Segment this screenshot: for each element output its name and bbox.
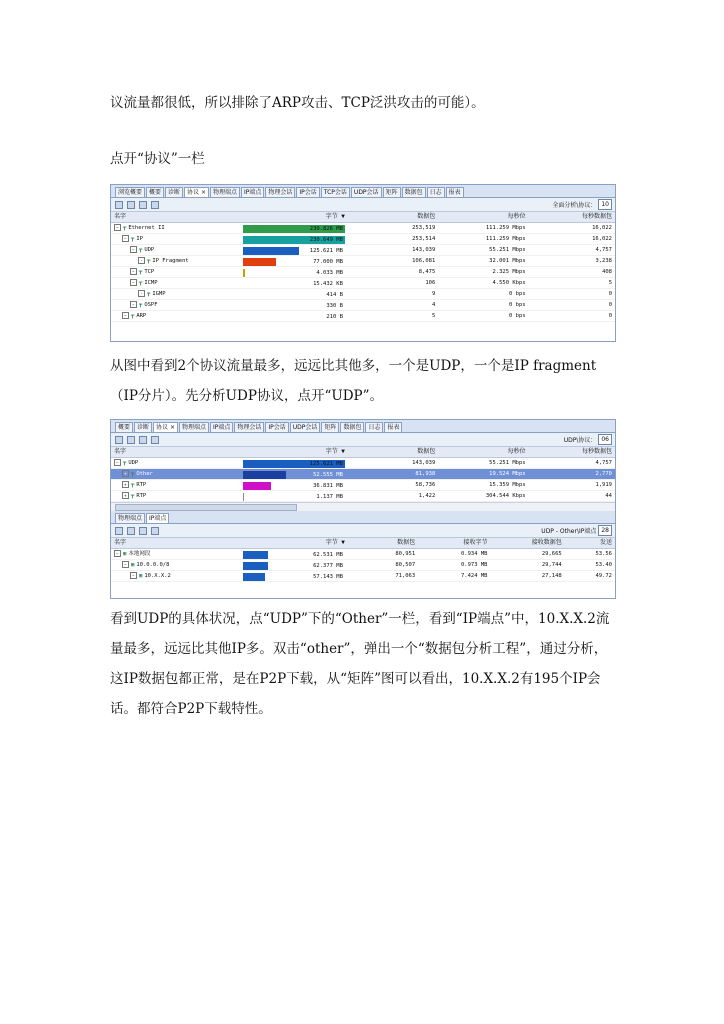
table-row[interactable] (111, 234, 615, 245)
endpoint-name-cell (111, 560, 240, 571)
bytes-bar (243, 258, 345, 266)
pps-cell: 16,022 (529, 234, 615, 245)
bytes-bar (243, 313, 345, 321)
pps-cell: 2,770 (529, 469, 615, 480)
table-row[interactable] (111, 311, 615, 322)
bps-cell: 111.259 Mbps (438, 223, 528, 234)
bps-cell: 55.251 Mbps (438, 458, 528, 469)
column-header[interactable]: 每秒数据包 (529, 212, 615, 223)
packets-cell: 106,081 (348, 256, 438, 267)
protocol-name-cell (111, 223, 240, 234)
lower-tab-strip (111, 511, 615, 524)
bytes-value: 62.377 MB (313, 562, 343, 569)
tab-strip (111, 420, 615, 433)
column-header[interactable]: 接收字节 (418, 538, 490, 549)
paragraph-2: 点开“协议”一栏 (110, 151, 205, 167)
filter-icon[interactable] (127, 201, 135, 209)
bytes-value: 52.555 MB (313, 471, 343, 478)
bytes-cell (240, 234, 348, 245)
protocol-name-cell (111, 289, 240, 300)
pps-cell: 408 (529, 267, 615, 278)
analysis-scope-label: 全面分析\协议： (552, 202, 597, 209)
export-icon[interactable] (139, 436, 147, 444)
tab-item[interactable]: UDP会话 (351, 187, 382, 197)
analysis-scope-label: UDP\协议： (563, 437, 597, 444)
bps-cell: 55.251 Mbps (438, 245, 528, 256)
bytes-bar-fill (243, 573, 266, 581)
bytes-cell (240, 278, 348, 289)
bytes-value: 57.143 MB (313, 573, 343, 580)
filter-icon[interactable] (127, 527, 135, 535)
packets-cell: 106 (348, 278, 438, 289)
filter-icon[interactable] (127, 436, 135, 444)
protocol-name: ICMP (144, 280, 158, 286)
bytes-cell (240, 311, 348, 322)
table-row[interactable] (111, 458, 615, 469)
bps-cell: 2.325 Mbps (438, 267, 528, 278)
column-header[interactable]: 字节 ▼ (240, 447, 348, 458)
tab-item[interactable]: 物理会话 (265, 187, 295, 197)
endpoint-name-cell (111, 549, 240, 560)
protocol-name-cell (111, 234, 240, 245)
bps-cell: 304.544 Kbps (438, 491, 528, 502)
packets-cell: 58,736 (348, 480, 438, 491)
table-row[interactable] (111, 245, 615, 256)
protocol-name: IP Fragment (152, 258, 189, 264)
paragraph-1: 议流量都很低，所以排除了ARP攻击、TCP泛洪攻击的可能）。 (110, 95, 485, 111)
expand-toggle-icon[interactable]: − (130, 301, 137, 308)
endpoint-name: 10.0.0.0/8 (136, 562, 170, 568)
tab-item[interactable]: 协议 × (153, 422, 178, 432)
tab-item[interactable]: IP会话 (265, 422, 288, 432)
bytes-value: 36.831 MB (313, 482, 343, 489)
expand-toggle-icon[interactable]: + (122, 492, 129, 499)
bytes-cell (240, 560, 348, 571)
expand-toggle-icon[interactable]: − (130, 246, 137, 253)
bytes-bar (243, 460, 345, 468)
bytes-bar-fill (243, 482, 272, 490)
protocol-icon: ┳ (139, 247, 143, 253)
protocol-name: IGMP (152, 291, 166, 297)
tab-item[interactable]: 物理会话 (234, 422, 264, 432)
bps-cell: 0 bps (438, 311, 528, 322)
pps-cell: 4,757 (529, 458, 615, 469)
send-cell: 49.72 (565, 571, 615, 582)
copy-icon[interactable] (115, 436, 123, 444)
protocol-icon: ┳ (147, 258, 151, 264)
protocol-name-cell (111, 267, 240, 278)
bytes-bar (243, 471, 345, 479)
protocol-name-cell (111, 256, 240, 267)
bps-cell: 32.001 Mbps (438, 256, 528, 267)
protocol-name-cell (111, 311, 240, 322)
column-header[interactable]: 字节 ▼ (240, 212, 348, 223)
tab-item[interactable]: 协议 × (184, 187, 209, 197)
bytes-value: 62.531 MB (313, 551, 343, 558)
packets-cell: 71,063 (348, 571, 418, 582)
protocol-name-cell (111, 491, 240, 502)
lower-toolbar (111, 524, 615, 538)
bytes-value: 230.826 MB (309, 225, 343, 232)
tab-item[interactable]: 诊断 (165, 187, 183, 197)
recv-bytes-cell: 0.934 MB (418, 549, 490, 560)
send-cell: 53.40 (565, 560, 615, 571)
packets-cell: 80,507 (348, 560, 418, 571)
paragraph-3: 从图中看到2个协议流量最多，远远比其他多，一个是UDP，一个是IP fragment（IP分片）。先分析UDP协议，点开“UDP”。 (110, 358, 597, 404)
bytes-bar (243, 225, 345, 233)
protocol-icon: ┳ (131, 236, 135, 242)
tab-item[interactable]: 数据包 (402, 187, 426, 197)
table-row[interactable] (111, 571, 615, 582)
bytes-bar-fill (243, 258, 277, 266)
table-row[interactable] (111, 289, 615, 300)
bytes-bar-fill (243, 493, 244, 501)
refresh-icon[interactable] (151, 527, 159, 535)
bytes-cell (240, 267, 348, 278)
table-row[interactable] (111, 267, 615, 278)
tab-item[interactable]: IP端点 (146, 513, 169, 523)
packets-cell: 4 (348, 300, 438, 311)
pps-cell: 4,757 (529, 245, 615, 256)
expand-toggle-icon[interactable]: − (114, 550, 121, 557)
bytes-value: 414 B (326, 291, 343, 298)
column-header[interactable]: 数据包 (348, 447, 438, 458)
protocol-name: Other (136, 471, 153, 477)
table-row[interactable] (111, 278, 615, 289)
bytes-bar (243, 573, 345, 581)
recv-packets-cell: 27,148 (490, 571, 564, 582)
udp-screenshot (110, 419, 616, 599)
packets-cell: 1,422 (348, 491, 438, 502)
bps-cell: 0 bps (438, 289, 528, 300)
protocol-icon: ┳ (131, 471, 135, 477)
pps-cell: 0 (529, 300, 615, 311)
protocol-name-cell (111, 245, 240, 256)
protocol-count: 10 (598, 199, 612, 210)
column-header[interactable]: 每秒数据包 (529, 447, 615, 458)
table-row[interactable] (111, 549, 615, 560)
table-row[interactable] (111, 560, 615, 571)
recv-packets-cell: 29,744 (490, 560, 564, 571)
ip-endpoint-table (111, 538, 615, 582)
tab-item[interactable]: 矩阵 (383, 187, 401, 197)
bytes-value: 77.000 MB (313, 258, 343, 265)
endpoint-icon: ▣ (131, 562, 135, 568)
bytes-bar-fill (243, 562, 269, 570)
tab-item[interactable]: 诊断 (134, 422, 152, 432)
copy-icon[interactable] (115, 201, 123, 209)
expand-toggle-icon[interactable]: · (138, 290, 145, 297)
protocol-icon: ┳ (123, 225, 127, 231)
bytes-bar (243, 269, 345, 277)
pps-cell: 5 (529, 278, 615, 289)
bytes-cell (240, 491, 348, 502)
refresh-icon[interactable] (151, 201, 159, 209)
bytes-value: 125.621 MB (309, 460, 343, 467)
packets-cell: 9 (348, 289, 438, 300)
bytes-bar (243, 562, 345, 570)
protocol-name: UDP (128, 460, 139, 466)
toolbar (111, 198, 615, 212)
endpoint-name: 10.X.X.2 (144, 573, 171, 579)
expand-toggle-icon[interactable]: − (130, 268, 137, 275)
bytes-bar-fill (243, 551, 269, 559)
protocol-name-cell (111, 458, 240, 469)
protocol-name: IP (136, 236, 143, 242)
table-row[interactable] (111, 256, 615, 267)
tab-item[interactable]: IP端点 (210, 422, 233, 432)
protocol-icon: ┳ (131, 482, 135, 488)
table-row[interactable] (111, 491, 615, 502)
table-row[interactable] (111, 300, 615, 311)
tab-item[interactable]: 概要 (115, 422, 133, 432)
column-header[interactable]: 名字 (111, 212, 240, 223)
protocol-count: 06 (598, 434, 612, 445)
tab-item[interactable]: 日志 (427, 187, 445, 197)
bytes-value: 4.033 MB (316, 269, 343, 276)
expand-toggle-icon[interactable]: − (122, 312, 129, 319)
table-row[interactable] (111, 469, 615, 480)
tab-item[interactable]: 浏览概要 (115, 187, 145, 197)
pps-cell: 0 (529, 311, 615, 322)
tab-item[interactable]: IP端点 (241, 187, 264, 197)
tab-item[interactable]: 数据包 (340, 422, 364, 432)
bytes-bar (243, 551, 345, 559)
bytes-cell (240, 245, 348, 256)
protocol-icon: ┳ (139, 280, 143, 286)
protocol-name-cell (111, 480, 240, 491)
endpoint-name-cell (111, 571, 240, 582)
expand-toggle-icon[interactable]: · (138, 257, 145, 264)
tab-item[interactable]: 报表 (446, 187, 464, 197)
protocol-table (111, 212, 615, 322)
pps-cell: 1,919 (529, 480, 615, 491)
column-header[interactable]: 名字 (111, 447, 240, 458)
protocol-name: ARP (136, 313, 147, 319)
bytes-cell (240, 256, 348, 267)
bytes-bar (243, 236, 345, 244)
tab-item[interactable]: 物理端点 (115, 513, 145, 523)
expand-toggle-icon[interactable]: − (114, 459, 121, 466)
protocol-icon: ┳ (131, 493, 135, 499)
protocol-name-cell (111, 300, 240, 311)
bytes-cell (240, 549, 348, 560)
horizontal-scrollbar[interactable] (111, 502, 615, 511)
packets-cell: 81,938 (348, 469, 438, 480)
table-row[interactable] (111, 480, 615, 491)
bytes-bar-fill (243, 471, 286, 479)
bytes-bar (243, 247, 345, 255)
protocol-name: RTP (136, 493, 147, 499)
bytes-bar-fill (243, 247, 299, 255)
packets-cell: 143,039 (348, 458, 438, 469)
protocol-screenshot (110, 184, 616, 342)
protocol-icon: ┳ (147, 291, 151, 297)
bytes-value: 330 B (326, 302, 343, 309)
bytes-cell (240, 480, 348, 491)
bytes-cell (240, 223, 348, 234)
tab-item[interactable]: 概要 (146, 187, 164, 197)
endpoint-name: 本地网段 (128, 551, 151, 557)
scrollbar-thumb[interactable] (115, 504, 297, 511)
column-header[interactable]: 每秒位 (438, 447, 528, 458)
bps-cell: 15.359 Mbps (438, 480, 528, 491)
packets-cell: 253,519 (348, 223, 438, 234)
recv-bytes-cell: 7.424 MB (418, 571, 490, 582)
expand-toggle-icon[interactable]: − (122, 235, 129, 242)
tab-item[interactable]: 物理端点 (179, 422, 209, 432)
endpoint-icon: ▣ (123, 551, 127, 557)
bytes-cell (240, 458, 348, 469)
expand-toggle-icon[interactable]: + (122, 470, 129, 477)
tab-strip (111, 185, 615, 198)
packets-cell: 253,514 (348, 234, 438, 245)
table-row[interactable] (111, 223, 615, 234)
protocol-icon: ┳ (139, 302, 143, 308)
bytes-bar (243, 482, 345, 490)
tab-item[interactable]: 报表 (384, 422, 402, 432)
protocol-icon: ┳ (131, 313, 135, 319)
recv-packets-cell: 29,665 (490, 549, 564, 560)
recv-bytes-cell: 0.973 MB (418, 560, 490, 571)
packets-cell: 8,475 (348, 267, 438, 278)
bytes-cell (240, 469, 348, 480)
expand-toggle-icon[interactable]: + (122, 481, 129, 488)
pps-cell: 3,238 (529, 256, 615, 267)
protocol-name: UDP (144, 247, 155, 253)
pps-cell: 0 (529, 289, 615, 300)
endpoint-icon: ▣ (139, 573, 143, 579)
refresh-icon[interactable] (151, 436, 159, 444)
bytes-cell (240, 571, 348, 582)
column-header[interactable]: 数据包 (348, 538, 418, 549)
packets-cell: 143,039 (348, 245, 438, 256)
bps-cell: 19.524 Mbps (438, 469, 528, 480)
bytes-bar (243, 280, 345, 288)
tab-item[interactable]: 物理端点 (210, 187, 240, 197)
endpoint-count: 28 (598, 525, 612, 536)
protocol-name-cell (111, 278, 240, 289)
bytes-cell (240, 300, 348, 311)
send-cell: 53.56 (565, 549, 615, 560)
column-header[interactable]: 字节 ▼ (240, 538, 348, 549)
bytes-value: 210 B (326, 313, 343, 320)
bytes-bar (243, 493, 345, 501)
expand-toggle-icon[interactable]: − (130, 572, 137, 579)
bps-cell: 4.550 Kbps (438, 278, 528, 289)
bytes-bar (243, 302, 345, 310)
pps-cell: 16,022 (529, 223, 615, 234)
protocol-name: Ethernet II (128, 225, 165, 231)
paragraph-4: 看到UDP的具体状况，点“UDP”下的“Other”一栏，看到“IP端点”中，10.X.X.2流量最多，远远比其他IP多。双击“other”，弹出一个“数据包分析工程”，通过分析，这IP数据包都正常，是在P2P下载，从“矩阵”图可以看出，10.X.X.2有195个IP会话。都符合P2P下载特性。 (110, 611, 610, 717)
protocol-name: OSPF (144, 302, 158, 308)
tab-item[interactable]: IP会话 (296, 187, 319, 197)
bytes-bar (243, 291, 345, 299)
export-icon[interactable] (139, 201, 147, 209)
pps-cell: 44 (529, 491, 615, 502)
bytes-value: 1.137 MB (316, 493, 343, 500)
udp-table (111, 447, 615, 502)
expand-toggle-icon[interactable]: − (130, 279, 137, 286)
protocol-icon: ┳ (123, 460, 127, 466)
bps-cell: 0 bps (438, 300, 528, 311)
export-icon[interactable] (139, 527, 147, 535)
protocol-icon: ┳ (139, 269, 143, 275)
packets-cell: 80,951 (348, 549, 418, 560)
column-header[interactable]: 名字 (111, 538, 240, 549)
toolbar (111, 433, 615, 447)
column-header[interactable]: 每秒位 (438, 212, 528, 223)
bytes-value: 125.621 MB (309, 247, 343, 254)
tab-item[interactable]: 日志 (365, 422, 383, 432)
column-header[interactable]: 接收数据包 (490, 538, 564, 549)
bytes-value: 15.432 KB (313, 280, 343, 287)
bps-cell: 111.259 Mbps (438, 234, 528, 245)
expand-toggle-icon[interactable]: − (122, 561, 129, 568)
copy-icon[interactable] (115, 527, 123, 535)
tab-item[interactable]: UDP会话 (290, 422, 321, 432)
bytes-cell (240, 289, 348, 300)
bytes-value: 230.649 MB (309, 236, 343, 243)
protocol-name-cell (111, 469, 240, 480)
bytes-bar-fill (243, 269, 245, 277)
protocol-name: RTP (136, 482, 147, 488)
packets-cell: 5 (348, 311, 438, 322)
endpoint-scope-label: UDP - Other\IP端点 (541, 528, 597, 535)
expand-toggle-icon[interactable]: − (114, 224, 121, 231)
tab-item[interactable]: TCP会话 (321, 187, 350, 197)
column-header[interactable]: 数据包 (348, 212, 438, 223)
tab-item[interactable]: 矩阵 (321, 422, 339, 432)
protocol-name: TCP (144, 269, 155, 275)
column-header[interactable]: 发送 (565, 538, 615, 549)
